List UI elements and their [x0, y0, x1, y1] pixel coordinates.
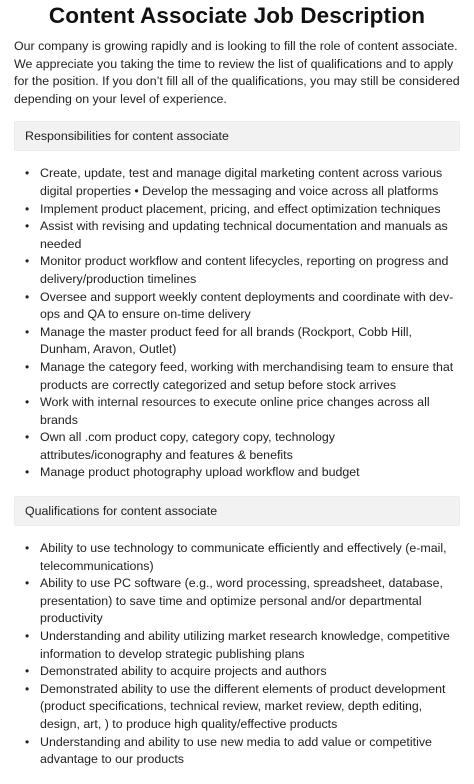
bullet-icon: •	[25, 430, 30, 445]
qualifications-heading	[14, 496, 460, 526]
list-item-text: Manage the category feed, working with merchandising team to ensure that products are correctly categorized and setup before stock arrives	[40, 359, 454, 392]
list-item	[25, 681, 460, 734]
bullet-icon: •	[25, 664, 30, 679]
list-item	[25, 289, 460, 324]
list-item-text: Understanding and ability to use new media to add value or competitive advantage to our products	[40, 734, 432, 767]
list-item	[25, 394, 460, 429]
bullet-icon: •	[25, 201, 30, 216]
bullet-icon: •	[25, 166, 30, 181]
list-item	[25, 201, 460, 219]
list-item	[25, 218, 460, 253]
list-item-text: Ability to use PC software (e.g., word processing, spreadsheet, database, presentation) to save time and optimize personal and/or departmental productivity	[40, 576, 443, 626]
intro-paragraph: Our company is growing rapidly and is looking to fill the role of content associate. We appreciate you taking the time to review the list of qualifications and to apply for the position. If you don’t fill all of the qualifications, you may still be considered depending on your level of experience.	[14, 39, 460, 106]
list-item	[25, 628, 460, 663]
list-item	[25, 165, 460, 200]
list-item	[25, 324, 460, 359]
bullet-icon: •	[25, 576, 30, 591]
bullet-icon: •	[25, 465, 30, 480]
bullet-icon: •	[25, 734, 30, 749]
bullet-icon: •	[25, 289, 30, 304]
bullet-icon: •	[25, 219, 30, 234]
list-item-text: Understanding and ability utilizing market research knowledge, competitive information to develop strategic publishing plans	[40, 629, 450, 661]
qualifications-heading-label: Qualifications for content associate	[25, 504, 218, 519]
bullet-icon: •	[25, 324, 30, 339]
list-item-text: Own all .com product copy, category copy, technology attributes/iconography and features & benefits	[40, 430, 335, 462]
list-item	[25, 734, 460, 769]
responsibilities-list	[14, 165, 460, 482]
list-item-text: Implement product placement, pricing, and effect optimization techniques	[40, 201, 441, 216]
list-item	[25, 575, 460, 628]
page-title: Content Associate Job Description	[48, 3, 426, 28]
list-item-text: Manage the master product feed for all brands (Rockport, Cobb Hill, Dunham, Aravon, Outlet)	[40, 324, 412, 357]
list-item-text: Oversee and support weekly content deployments and coordinate with dev-ops and QA to ensure on-time delivery	[40, 289, 454, 322]
qualifications-list	[14, 540, 460, 769]
responsibilities-heading	[14, 121, 460, 151]
responsibilities-heading-label: Responsibilities for content associate	[25, 129, 229, 144]
list-item-text: Demonstrated ability to acquire projects and authors	[40, 664, 327, 679]
list-item-text: Demonstrated ability to use the different elements of product development (product specifications, technical review, market review, depth editing, design, art, ) to produce high quality/effective products	[40, 681, 446, 731]
list-item-text: Create, update, test and manage digital marketing content across various digital properties • Develop the messaging and voice across all platforms	[40, 166, 443, 198]
bullet-icon: •	[25, 359, 30, 374]
list-item	[25, 540, 460, 575]
bullet-icon: •	[25, 629, 30, 644]
list-item	[25, 429, 460, 464]
list-item	[25, 464, 460, 482]
bullet-icon: •	[25, 254, 30, 269]
list-item-text: Manage product photography upload workflow and budget	[40, 465, 360, 480]
list-item-text: Ability to use technology to communicate efficiently and effectively (e-mail, telecommunications)	[40, 541, 447, 573]
bullet-icon: •	[25, 541, 30, 556]
list-item-text: Monitor product workflow and content lifecycles, reporting on progress and delivery/production timelines	[40, 254, 449, 286]
bullet-icon: •	[25, 395, 30, 410]
list-item-text: Work with internal resources to execute online price changes across all brands	[40, 395, 430, 427]
bullet-icon: •	[25, 681, 30, 696]
list-item	[25, 359, 460, 394]
list-item-text: Assist with revising and updating technical documentation and manuals as needed	[40, 219, 448, 251]
list-item	[25, 663, 460, 681]
list-item	[25, 253, 460, 288]
